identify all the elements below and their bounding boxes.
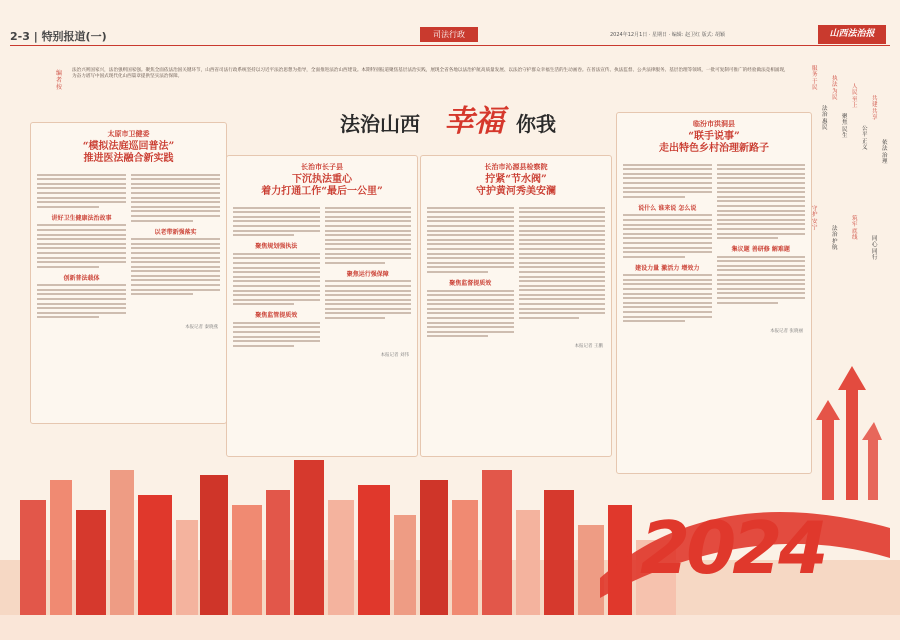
rail-phrase: 法治护航 (832, 226, 838, 252)
main-title-part3: 你我 (516, 112, 556, 136)
article-column (325, 204, 412, 349)
article-byline: 本报记者 刘伟 (380, 353, 409, 359)
article-location: 长治市沁源县检察院 (484, 162, 548, 171)
article-subhead: 创新普法载体 (63, 274, 100, 282)
page-header (10, 24, 890, 46)
article-subhead: 聚焦运行强保障 (346, 270, 389, 278)
intro-tag: 编者按 (56, 70, 63, 91)
main-title-part1: 法治山西 (340, 112, 420, 136)
article-byline: 本报记者 张晓丽 (770, 328, 803, 334)
building (110, 470, 134, 640)
article-subhead: 聚焦规划强执法 (255, 243, 298, 251)
article-card-3 (420, 155, 612, 457)
article-subhead: 讲好卫生健康法治故事 (51, 214, 112, 222)
article-column (233, 204, 320, 349)
rail-phrase: 公平正义 (862, 126, 868, 152)
article-headline: 拧紧“节水阀” 守护黄河秀美安澜 (476, 174, 556, 197)
article-subhead: 聚焦监督提质效 (449, 279, 492, 287)
masthead-logo: 山西法治报 (818, 25, 886, 44)
article-headline: 下沉执法重心 着力打通工作“最后一公里” (261, 174, 383, 197)
section-tag: 司法行政 (420, 27, 478, 42)
building (482, 470, 512, 640)
article-card-4 (616, 112, 812, 474)
rail-phrase: 人民至上 (852, 84, 858, 110)
article-location: 长治市长子县 (301, 162, 343, 171)
building (294, 460, 324, 640)
article-subhead: 说什么 谁来说 怎么说 (638, 204, 697, 212)
article-location: 太原市卫健委 (107, 129, 150, 138)
article-subhead: 聚焦监管提质效 (255, 312, 298, 320)
rail-phrase: 聚焦民生 (842, 114, 848, 140)
article-byline: 本报记者 王鹏 (574, 344, 603, 350)
building (0, 615, 900, 640)
rail-phrase: 共建共享 (872, 96, 878, 122)
article-column (717, 161, 806, 325)
rail-phrase: 守护安宁 (812, 206, 818, 232)
article-card-1 (30, 122, 227, 424)
rail-phrase: 筑牢底线 (852, 216, 858, 242)
editor-note: 法治兴则国家兴，法治强则国家强。聚焦全面依法治国关键环节，山西省司法行政系统坚持以习近平法治思想为指导，全面推进法治山西建设。本期特别报道聚焦基层法治实践，展现全省各地以法治护航高质量发展、以法治守护群众幸福生活的生动画卷。在普法宣传、执法监督、公共法律服务、基层治理等领域，一批可复制可推广的经验做法竞相涌现，为奋力谱写中国式现代化山西篇章提供坚实法治保障。 (72, 68, 789, 79)
article-location: 临汾市洪洞县 (693, 119, 735, 128)
article-headline: “模拟法庭巡回普法” 推进医法融合新实践 (82, 141, 175, 164)
article-headline: “联手说事” 走出特色乡村治理新路子 (659, 131, 769, 154)
article-subhead: 以老带新强落实 (154, 228, 197, 236)
article-column (623, 161, 712, 325)
article-column (427, 204, 514, 340)
article-column (131, 171, 220, 321)
article-byline: 本报记者 秦晓燕 (185, 325, 218, 331)
article-column (37, 171, 126, 321)
article-card-2 (226, 155, 418, 457)
year-2024: 2024 (640, 506, 825, 590)
rail-phrase: 法治惠民 (822, 106, 828, 132)
rail-phrase: 同心同行 (872, 236, 878, 262)
page-number: 2-3 | 特别报道(一) (10, 30, 107, 43)
article-subhead: 集议题 善研修 解难题 (731, 246, 790, 254)
rail-phrase: 服务于民 (812, 66, 818, 92)
rail-phrase: 依法治理 (882, 140, 888, 166)
date-line: 2024年12月1日 · 星期日 · 编辑: 赵卫红 版式: 胡颖 (610, 32, 725, 38)
main-title-part2: 幸福 (444, 104, 504, 139)
header-rule (10, 45, 890, 46)
rail-phrase: 执法为民 (832, 76, 838, 102)
main-title (340, 96, 580, 148)
article-column (519, 204, 606, 340)
article-subhead: 建设力量 激活力 增效力 (635, 264, 700, 272)
